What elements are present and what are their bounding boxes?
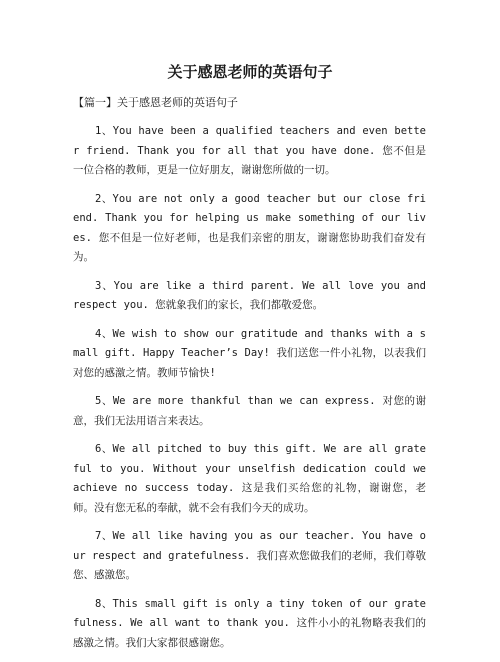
paragraph-3: 3、You are like a third parent. We all love you and respect you. 您就象我们的家长，我们都敬爱您。 xyxy=(73,279,426,311)
paragraph-8: 8、This small gift is only a tiny token of our gratefulness. We all want to thank you. 这件小小的礼物略表我们的感激之情。我们大家都很感谢您。 xyxy=(73,597,426,649)
document-title: 关于感恩老师的英语句子 xyxy=(167,63,333,81)
paragraph-1: 1、You have been a qualified teachers and even better friend. Thank you for all that you have done. 您不但是一位合格的教师，更是一位好朋友，谢谢您所做的一切。 xyxy=(73,125,426,176)
document-body xyxy=(73,122,426,662)
paragraph-2: 2、You are not only a good teacher but our close friend. Thank you for helping us make something of our lives. 您不但是一位好老师，也是我们亲密的朋友，谢谢您协助我们奋发有为。 xyxy=(73,192,426,263)
section-heading: 【篇一】关于感恩老师的英语句子 xyxy=(73,96,238,109)
paragraph-7: 7、We all like having you as our teacher. You have our respect and gratefulness. 我们喜欢您做我们的老师，我们尊敬您、感激您。 xyxy=(73,530,426,581)
paragraph-4: 4、We wish to show our gratitude and thanks with a small gift. Happy Teacher’s Day! 我们送您一件小礼物，以表我们对您的感激之情。教师节愉快! xyxy=(73,327,426,379)
paragraph-6: 6、We all pitched to buy this gift. We are all grateful to you. Without your unselfish dedication could we achieve no success today. 这是我们买给您的礼物，谢谢您，老师。没有您无私的奉献，就不会有我们今天的成功。 xyxy=(73,443,426,514)
paragraph-5: 5、We are more thankful than we can express. 对您的谢意，我们无法用语言来表达。 xyxy=(73,395,426,427)
